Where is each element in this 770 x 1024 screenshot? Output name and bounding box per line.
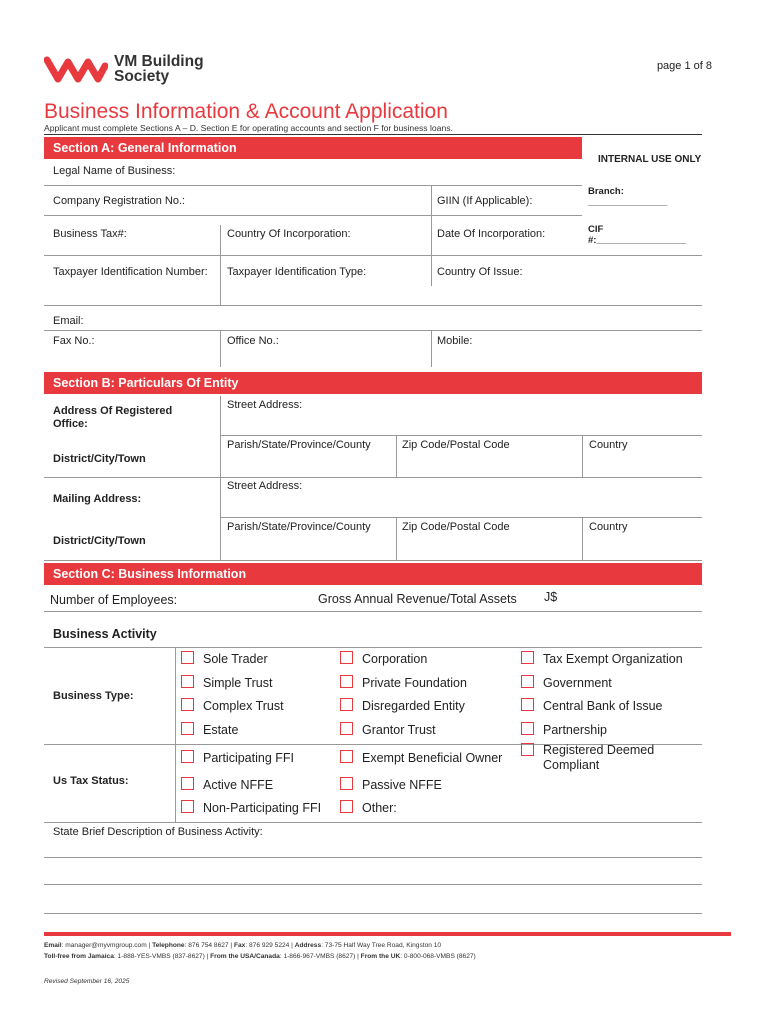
- office-field[interactable]: Office No.:: [227, 335, 279, 347]
- section-c-header: Section C: Business Information: [44, 563, 702, 585]
- business-type-corporation[interactable]: Corporation: [362, 652, 428, 666]
- giin-field[interactable]: GIIN (If Applicable):: [437, 195, 533, 207]
- business-type-partnership[interactable]: Partnership: [543, 723, 607, 737]
- logo-line-1: VM Building: [114, 53, 204, 70]
- footer-contact-line: [44, 942, 441, 949]
- us-tax-active-nffe[interactable]: Active NFFE: [203, 778, 274, 792]
- footer-email-label: Email: [44, 942, 62, 949]
- checkbox[interactable]: [340, 800, 353, 813]
- country-incorporation-field[interactable]: Country Of Incorporation:: [227, 228, 351, 240]
- country-field[interactable]: Country: [589, 439, 628, 451]
- street-address-field[interactable]: Street Address:: [227, 399, 303, 411]
- footer-tel-label: Telephone: [152, 942, 185, 949]
- checkbox[interactable]: [181, 722, 194, 735]
- checkbox[interactable]: [521, 743, 534, 756]
- divider: [220, 396, 221, 560]
- checkbox[interactable]: [340, 722, 353, 735]
- divider: [431, 186, 432, 286]
- us-tax-label: Us Tax Status:: [53, 775, 129, 787]
- mailing-address-label: Mailing Address:: [53, 493, 142, 505]
- date-incorporation-field[interactable]: Date Of Incorporation:: [437, 228, 546, 240]
- footer-bar: [44, 932, 731, 936]
- business-type-tax-exempt-organization[interactable]: Tax Exempt Organization: [543, 652, 683, 666]
- mobile-field[interactable]: Mobile:: [437, 335, 473, 347]
- divider: [44, 647, 702, 648]
- checkbox[interactable]: [181, 750, 194, 763]
- mailing-zip-field[interactable]: Zip Code/Postal Code: [402, 521, 510, 533]
- internal-use-title: INTERNAL USE ONLY: [598, 154, 702, 165]
- divider: [44, 560, 702, 561]
- divider: [582, 518, 583, 560]
- footer-address: : 73-75 Half Way Tree Road, Kingston 10: [321, 942, 442, 949]
- checkbox[interactable]: [181, 777, 194, 790]
- section-b-header: Section B: Particulars Of Entity: [44, 372, 702, 394]
- taxpayer-id-type-field[interactable]: Taxpayer Identification Type:: [227, 266, 367, 278]
- checkbox[interactable]: [340, 698, 353, 711]
- divider: [582, 436, 583, 477]
- divider: [396, 518, 397, 560]
- footer-fax-label: Fax: [233, 942, 246, 949]
- district-label: District/City/Town: [53, 453, 146, 465]
- business-type-disregarded-entity[interactable]: Disregarded Entity: [362, 699, 465, 713]
- us-tax-participating-ffi[interactable]: Participating FFI: [203, 751, 295, 765]
- page-subtitle: Applicant must complete Sections A – D. Section E for operating accounts and section F for business loans.: [44, 123, 453, 133]
- divider: [220, 225, 221, 305]
- parish-field[interactable]: Parish/State/Province/County: [227, 439, 371, 451]
- logo-line-2: Society: [114, 68, 170, 85]
- us-tax-non-participating-ffi[interactable]: Non-Participating FFI: [203, 801, 322, 815]
- divider: [44, 477, 702, 478]
- divider: [220, 517, 702, 518]
- divider: [431, 331, 432, 367]
- page-title: Business Information & Account Application: [44, 100, 448, 123]
- business-type-grantor-trust[interactable]: Grantor Trust: [362, 723, 436, 737]
- mailing-parish-field[interactable]: Parish/State/Province/County: [227, 521, 371, 533]
- us-tax-registered-deemed-compliant[interactable]: Registered Deemed Compliant: [543, 743, 655, 772]
- revenue-field[interactable]: Gross Annual Revenue/Total Assets: [318, 592, 517, 606]
- footer-jamaica: : 1-888-YES-VMBS (837-8627) |: [113, 953, 211, 960]
- divider: [44, 330, 702, 331]
- legal-name-field[interactable]: Legal Name of Business:: [53, 165, 176, 177]
- divider: [44, 215, 582, 216]
- write-line[interactable]: [44, 857, 702, 858]
- page-indicator: page 1 of 8: [656, 60, 712, 72]
- country-issue-field[interactable]: Country Of Issue:: [437, 266, 523, 278]
- divider: [220, 435, 702, 436]
- footer-usa-label: From the USA/Canada: [210, 953, 280, 960]
- checkbox[interactable]: [340, 750, 353, 763]
- checkbox[interactable]: [521, 651, 534, 664]
- company-reg-field[interactable]: Company Registration No.:: [53, 195, 186, 207]
- divider: [44, 822, 702, 823]
- business-tax-field[interactable]: Business Tax#:: [53, 228, 127, 240]
- vm-logo-icon: [44, 52, 108, 86]
- footer-uk: : 0-800-068-VMBS (8627): [400, 953, 476, 960]
- checkbox[interactable]: [181, 651, 194, 664]
- divider: [44, 255, 702, 256]
- mailing-district-label: District/City/Town: [53, 535, 146, 547]
- logo-text: [114, 54, 204, 84]
- checkbox[interactable]: [521, 675, 534, 688]
- business-type-estate[interactable]: Estate: [203, 723, 239, 737]
- checkbox[interactable]: [521, 698, 534, 711]
- business-type-government[interactable]: Government: [543, 676, 612, 690]
- footer-email: : manager@myvmgroup.com |: [61, 942, 153, 949]
- business-type-simple-trust[interactable]: Simple Trust: [203, 676, 273, 690]
- zip-field[interactable]: Zip Code/Postal Code: [402, 439, 510, 451]
- internal-use-box: [582, 144, 702, 246]
- divider: [396, 436, 397, 477]
- footer-uk-label: From the UK: [360, 953, 401, 960]
- mailing-country-field[interactable]: Country: [589, 521, 628, 533]
- branch-field[interactable]: Branch: _______________: [588, 186, 668, 208]
- write-line[interactable]: [44, 913, 702, 914]
- brief-description-field[interactable]: State Brief Description of Business Activity:: [53, 826, 263, 838]
- footer-usa: : 1-866-967-VMBS (8627) |: [279, 953, 361, 960]
- checkbox[interactable]: [181, 698, 194, 711]
- us-tax-passive-nffe[interactable]: Passive NFFE: [362, 778, 442, 792]
- footer-tollfree-line: [44, 953, 476, 960]
- footer-fax: : 876 929 5224 |: [245, 942, 295, 949]
- business-type-central-bank-of-issue[interactable]: Central Bank of Issue: [543, 699, 663, 713]
- title-divider: [44, 134, 702, 135]
- checkbox[interactable]: [181, 800, 194, 813]
- mailing-street-field[interactable]: Street Address:: [227, 480, 303, 492]
- taxpayer-id-number-field[interactable]: Taxpayer Identification Number:: [53, 266, 208, 278]
- business-type-complex-trust[interactable]: Complex Trust: [203, 699, 284, 713]
- divider: [175, 648, 176, 822]
- divider: [44, 305, 702, 306]
- business-type-label: Business Type:: [53, 690, 134, 702]
- divider: [44, 611, 702, 612]
- section-a-header: Section A: General Information: [44, 137, 582, 159]
- checkbox[interactable]: [340, 675, 353, 688]
- business-type-private-foundation[interactable]: Private Foundation: [362, 676, 467, 690]
- revised-date: Revised September 16, 2025: [44, 978, 130, 985]
- employees-field[interactable]: Number of Employees:: [50, 593, 178, 607]
- currency-label: J$: [544, 590, 558, 604]
- footer-tel: : 876 754 8627 |: [184, 942, 234, 949]
- checkbox[interactable]: [181, 675, 194, 688]
- footer-jamaica-label: Toll-free from Jamaica: [44, 953, 114, 960]
- fax-field[interactable]: Fax No.:: [53, 335, 95, 347]
- address-registered-label: Address Of Registered Office:: [53, 405, 173, 430]
- write-line[interactable]: [44, 884, 702, 885]
- us-tax-other[interactable]: Other:: [362, 801, 397, 815]
- checkbox[interactable]: [340, 651, 353, 664]
- checkbox[interactable]: [521, 722, 534, 735]
- email-field[interactable]: Email:: [53, 315, 84, 327]
- us-tax-exempt-beneficial-owner[interactable]: Exempt Beneficial Owner: [362, 751, 503, 765]
- footer-address-label: Address: [294, 942, 322, 949]
- checkbox[interactable]: [340, 777, 353, 790]
- divider: [44, 185, 582, 186]
- cif-field[interactable]: CIF #:_________________: [588, 224, 687, 246]
- business-activity-heading: Business Activity: [53, 627, 157, 641]
- business-type-sole-trader[interactable]: Sole Trader: [203, 652, 268, 666]
- divider: [220, 331, 221, 367]
